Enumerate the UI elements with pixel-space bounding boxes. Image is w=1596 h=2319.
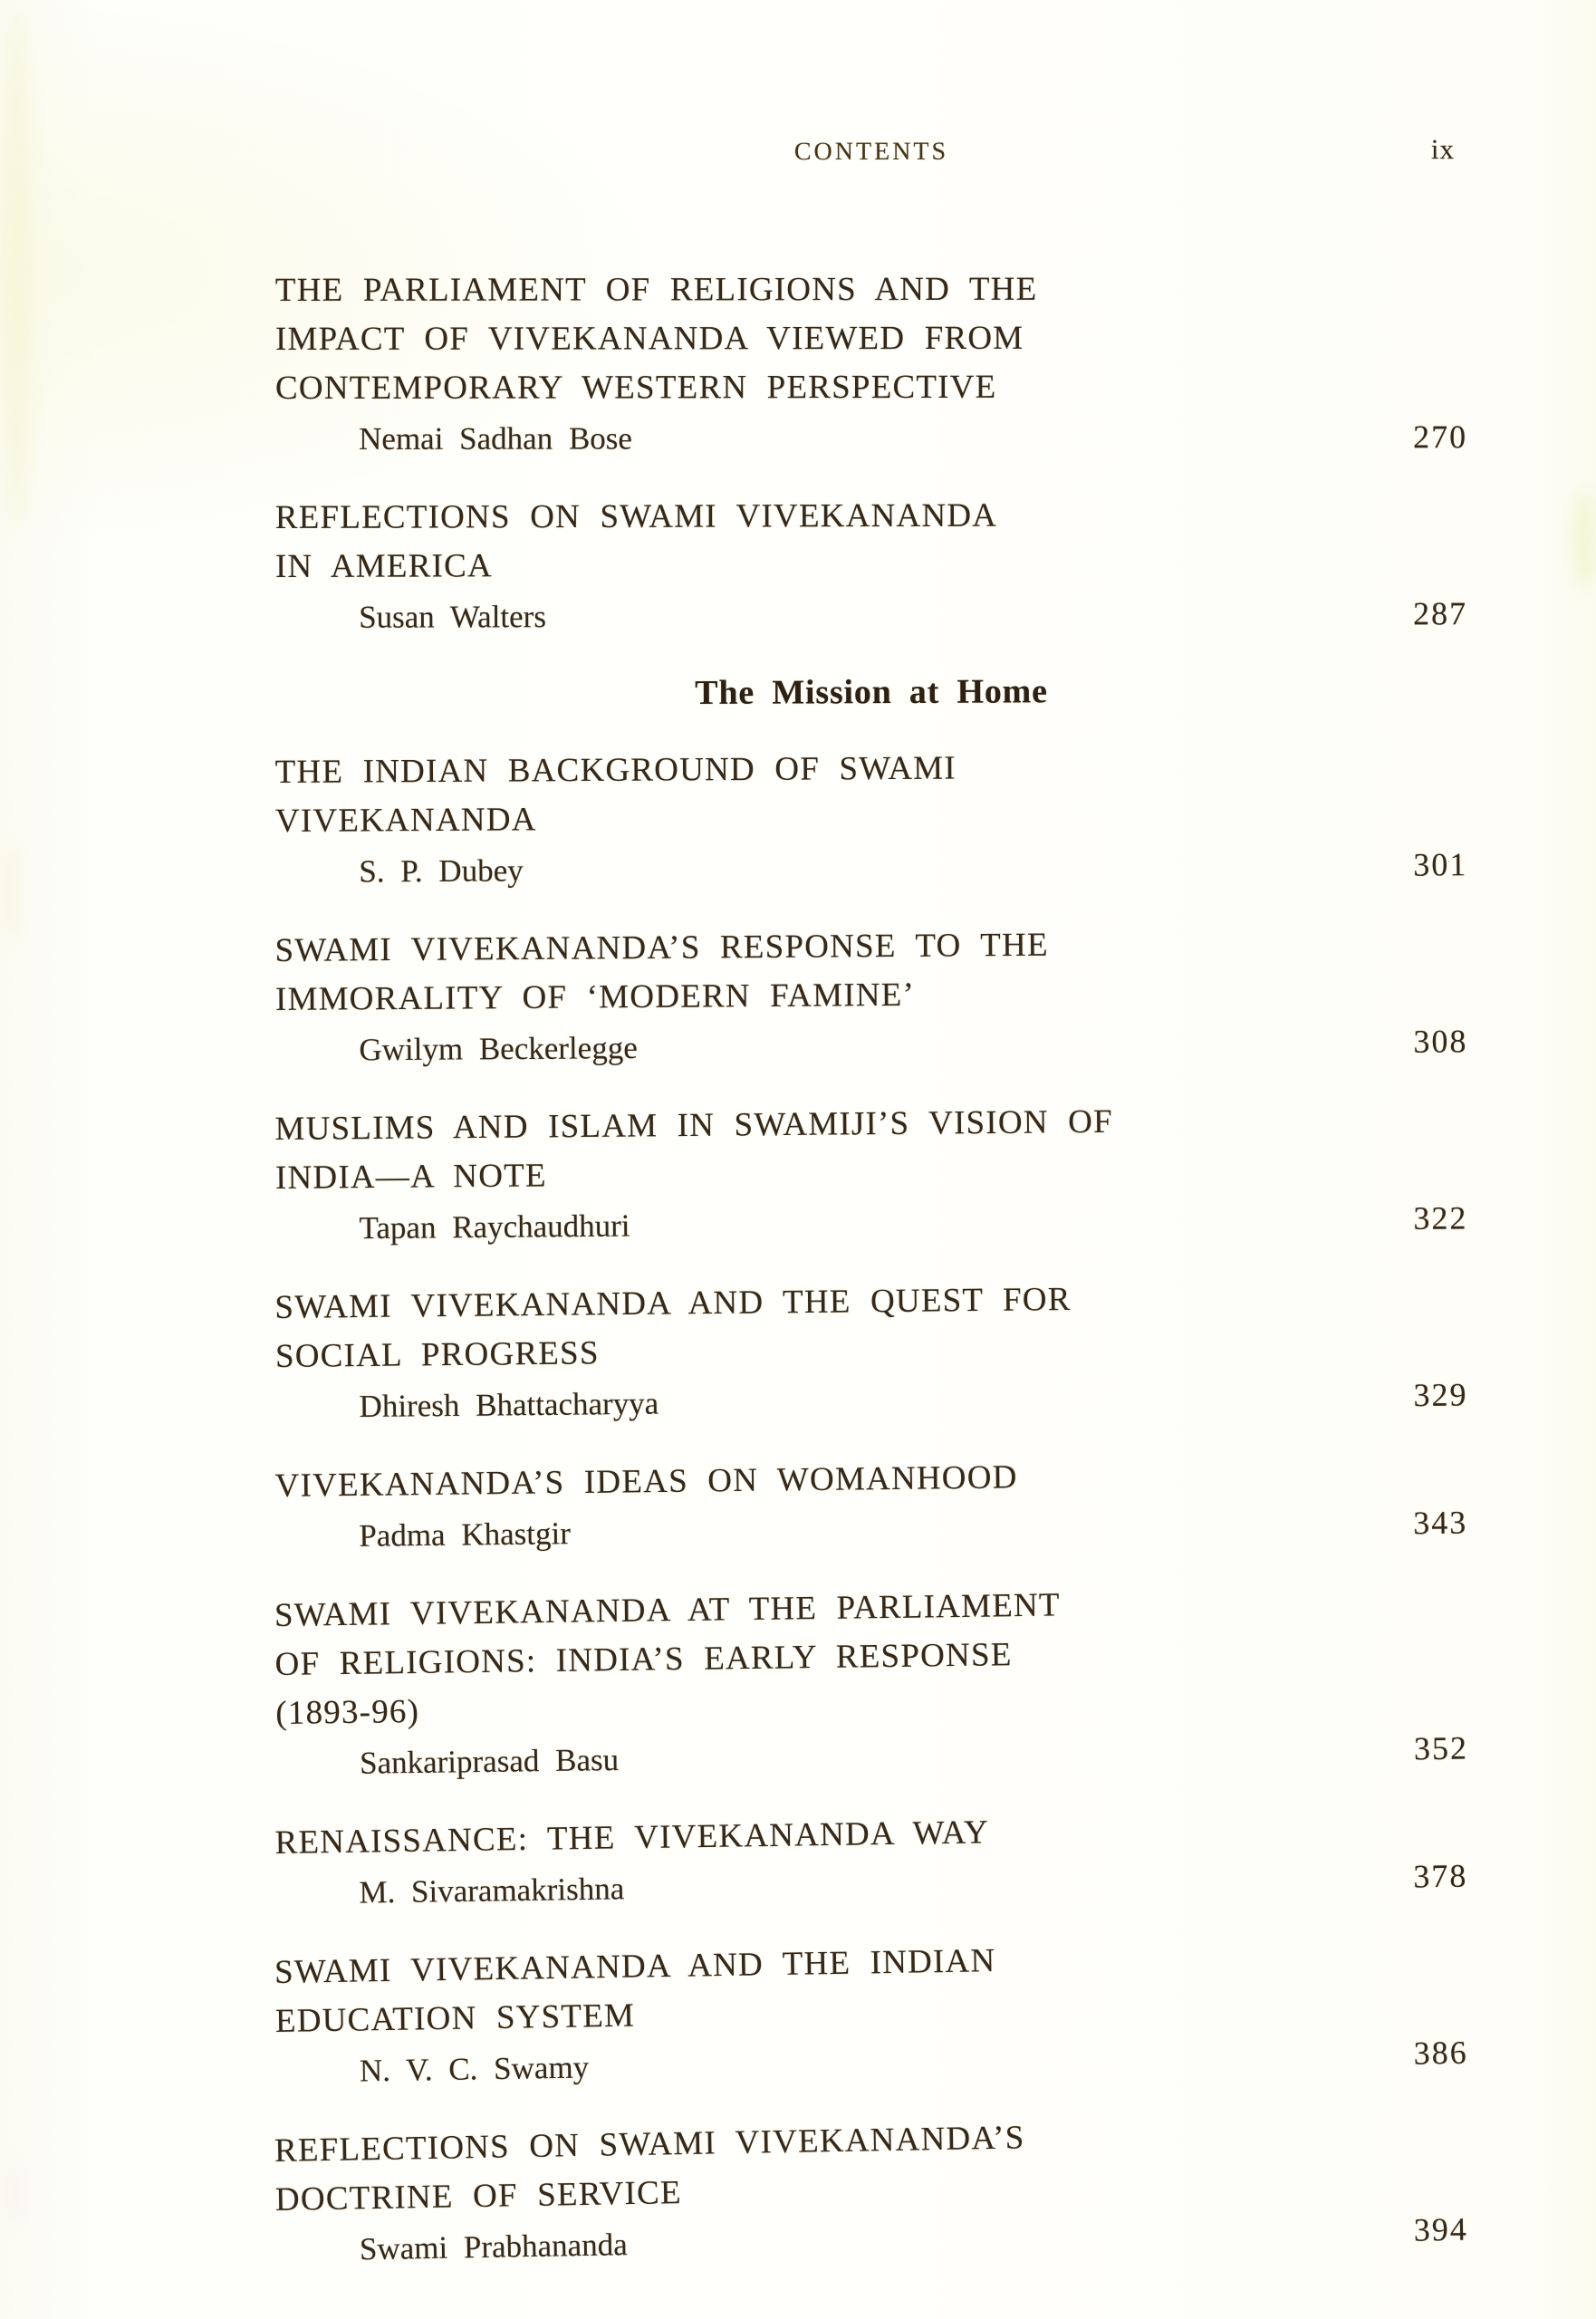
- entry-author: Swami Prabhananda: [359, 2227, 628, 2267]
- toc-entry: [274, 1576, 1469, 1788]
- entry-title-line: IN AMERICA: [274, 547, 493, 585]
- entry-title-line: (1893-96): [275, 1692, 420, 1732]
- entry-title: [274, 1271, 1467, 1381]
- toc-entry: [274, 1929, 1468, 2096]
- entry-author: Nemai Sadhan Bose: [359, 420, 632, 457]
- entry-title-line: SWAMI VIVEKANANDA AT THE PARLIAMENT: [274, 1586, 1061, 1635]
- toc-entry: [274, 2106, 1469, 2275]
- entry-title-line: SWAMI VIVEKANANDA’S RESPONSE TO THE: [274, 926, 1049, 970]
- entry-title-line: CONTEMPORARY WESTERN PERSPECTIVE: [275, 368, 997, 407]
- page-title: CONTENTS: [793, 137, 949, 167]
- entry-author-row: [275, 1371, 1467, 1431]
- entry-title: [275, 490, 1467, 592]
- entry-author-row: [275, 1194, 1467, 1253]
- entry-author: Sankariprasad Basu: [359, 1741, 620, 1781]
- entry-author-row: [275, 841, 1467, 896]
- entry-title-line: IMPACT OF VIVEKANANDA VIEWED FROM: [274, 319, 1024, 358]
- entry-title-line: MUSLIMS AND ISLAM IN SWAMIJI’S VISION OF: [274, 1102, 1114, 1149]
- toc-entry: [274, 1802, 1467, 1918]
- entry-page-number: 287: [1413, 595, 1468, 632]
- folio-page-number: ix: [1430, 133, 1456, 166]
- toc-list: [275, 266, 1467, 2275]
- entry-page-number: 352: [1413, 1729, 1469, 1767]
- entry-title-line: SWAMI VIVEKANANDA AND THE INDIAN: [274, 1942, 996, 1992]
- entry-page-number: 378: [1412, 1857, 1468, 1895]
- entry-page-number: 301: [1413, 846, 1468, 883]
- entry-title: [274, 1094, 1467, 1203]
- entry-title-line: RENAISSANCE: THE VIVEKANANDA WAY: [274, 1814, 990, 1862]
- entry-page-number: 394: [1413, 2210, 1469, 2248]
- entry-author-row: [275, 413, 1467, 463]
- entry-page-number: 386: [1413, 2034, 1469, 2072]
- toc-entry: [275, 490, 1467, 641]
- entry-page-number: 322: [1413, 1199, 1468, 1236]
- toc-entry: [275, 265, 1467, 463]
- entry-author: Tapan Raychaudhuri: [359, 1208, 630, 1246]
- toc-entry: [274, 1448, 1467, 1561]
- entry-title-line: OF RELIGIONS: INDIA’S EARLY RESPONSE: [274, 1636, 1013, 1684]
- section-heading: The Mission at Home: [695, 672, 1048, 712]
- entry-author-row: [275, 590, 1467, 641]
- entry-title-line: THE INDIAN BACKGROUND OF SWAMI: [274, 749, 957, 792]
- entry-title: [275, 741, 1468, 846]
- entry-author-row: [275, 1017, 1467, 1074]
- entry-author: Gwilym Beckerlegge: [359, 1030, 638, 1068]
- entry-title: [274, 2106, 1468, 2225]
- entry-title-line: SOCIAL PROGRESS: [274, 1334, 600, 1375]
- entry-page-number: 308: [1413, 1023, 1468, 1060]
- toc-entry: [274, 1094, 1467, 1253]
- entry-page-number: 343: [1413, 1504, 1468, 1542]
- entry-title-line: VIVEKANANDA: [274, 801, 537, 840]
- toc-entry: [275, 741, 1468, 896]
- entry-title-line: IMMORALITY OF ‘MODERN FAMINE’: [274, 976, 916, 1018]
- entry-page-number: 270: [1413, 419, 1468, 456]
- entry-author: S. P. Dubey: [359, 852, 524, 890]
- entry-page-number: 329: [1413, 1376, 1468, 1414]
- entry-author: M. Sivaramakrishna: [359, 1871, 625, 1910]
- page-header: [275, 133, 1467, 180]
- entry-title: [274, 1576, 1468, 1738]
- entry-title: [275, 265, 1467, 413]
- toc-entry: [274, 1271, 1468, 1431]
- entry-title: [274, 918, 1467, 1025]
- entry-author: Padma Khastgir: [359, 1516, 572, 1554]
- entry-title: [274, 1929, 1468, 2046]
- entry-title-line: THE PARLIAMENT OF RELIGIONS AND THE: [274, 270, 1038, 310]
- toc-entry: [274, 918, 1467, 1074]
- entry-author: Dhiresh Bhattacharyya: [359, 1385, 659, 1425]
- entry-title-line: EDUCATION SYSTEM: [274, 1997, 636, 2040]
- entry-author: N. V. C. Swamy: [359, 2049, 590, 2089]
- entry-title-line: VIVEKANANDA’S IDEAS ON WOMANHOOD: [274, 1458, 1018, 1506]
- entry-title-line: INDIA—A NOTE: [274, 1157, 547, 1197]
- entry-title-line: DOCTRINE OF SERVICE: [274, 2174, 683, 2218]
- entry-author: Susan Walters: [359, 599, 546, 635]
- entry-title-line: SWAMI VIVEKANANDA AND THE QUEST FOR: [274, 1280, 1072, 1327]
- entry-title-line: REFLECTIONS ON SWAMI VIVEKANANDA: [274, 496, 998, 537]
- entry-title-line: REFLECTIONS ON SWAMI VIVEKANANDA’S: [274, 2119, 1025, 2170]
